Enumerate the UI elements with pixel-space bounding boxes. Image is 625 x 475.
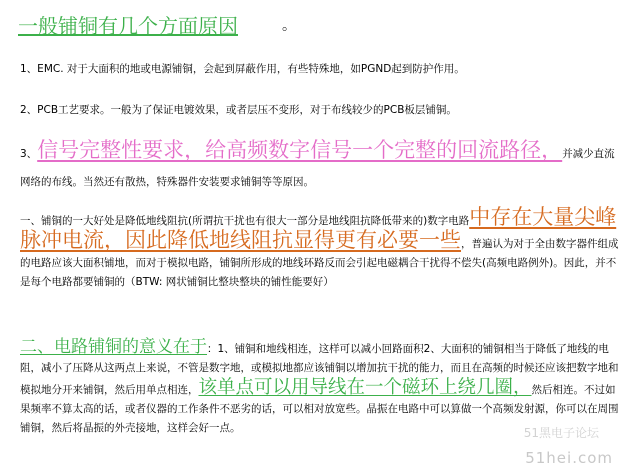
paragraph-3 — [20, 136, 620, 194]
paragraph-5-text-2: 然后相连。不过如果频率不算太高的话，或者仪器的工作条件不恶劣的话，可以相对放宽些。晶振在电路中可以算做一个高频发射源，你可以在周围铺铜，然后将晶振的外壳接地，这样会好一点。 — [20, 384, 619, 434]
paragraph-3-number: 3、 — [20, 148, 38, 160]
paragraph-5-heading: 二、电路铺铜的意义在于 — [20, 337, 207, 357]
paragraph-4-lead: 一、铺铜的一大好处是降低地线阻抗(所谓抗干扰也有很大一部分是地线阻抗降低带来的)数字电路 — [20, 215, 470, 227]
paragraph-3-highlight: 信号完整性要求，给高频数字信号一个完整的回流路径， — [37, 138, 563, 162]
document-title: 一般铺铜有几个方面原因 — [18, 14, 238, 38]
paragraph-4-text: ，普遍认为对于全由数字器件组成的电路应该大面积铺地，而对于模拟电路，铺铜所形成的地线环路反而会引起电磁耦合干扰得不偿失(高频电路例外)。因此，并不是每个电路都要铺铜的（BTW: 网状铺铜比整块整块的铺性能要好） — [20, 238, 619, 288]
paragraph-4-highlight: 中存在大量尖峰脉冲电流，因此降低地线阻抗显得更有必要一些 — [20, 205, 617, 252]
paragraph-5-text-1: ：1、铺铜和地线相连，这样可以减小回路面积2、大面积的铺铜相当于降低了地线的电阻，减小了压降从这两点上来说，不管是数字地，或模拟地都应该铺铜以增加抗干扰的能力，而且在高频的时候还应该把数字地和模拟地分开来铺铜，然后用单点相连， — [20, 343, 619, 396]
paragraph-4 — [20, 205, 620, 292]
paragraph-2: 2、PCB工艺要求。一般为了保证电镀效果，或者层压不变形，对于布线较少的PCB板层铺铜。 — [20, 104, 457, 116]
paragraph-3-text: 并减少直流网络的布线。当然还有散热，特殊器件安装要求铺铜等等原因。 — [20, 148, 615, 188]
watermark-site: 51hei.com — [525, 449, 613, 467]
paragraph-5-highlight: 该单点可以用导线在一个磁环上绕几圈， — [198, 377, 532, 398]
title-period: 。 — [282, 18, 296, 34]
paragraph-1: 1、EMC. 对于大面积的地或电源铺铜，会起到屏蔽作用，有些特殊地，如PGND起到防护作用。 — [20, 63, 465, 75]
paragraph-5 — [20, 338, 620, 438]
watermark-forum: 51黑电子论坛 — [523, 426, 599, 440]
